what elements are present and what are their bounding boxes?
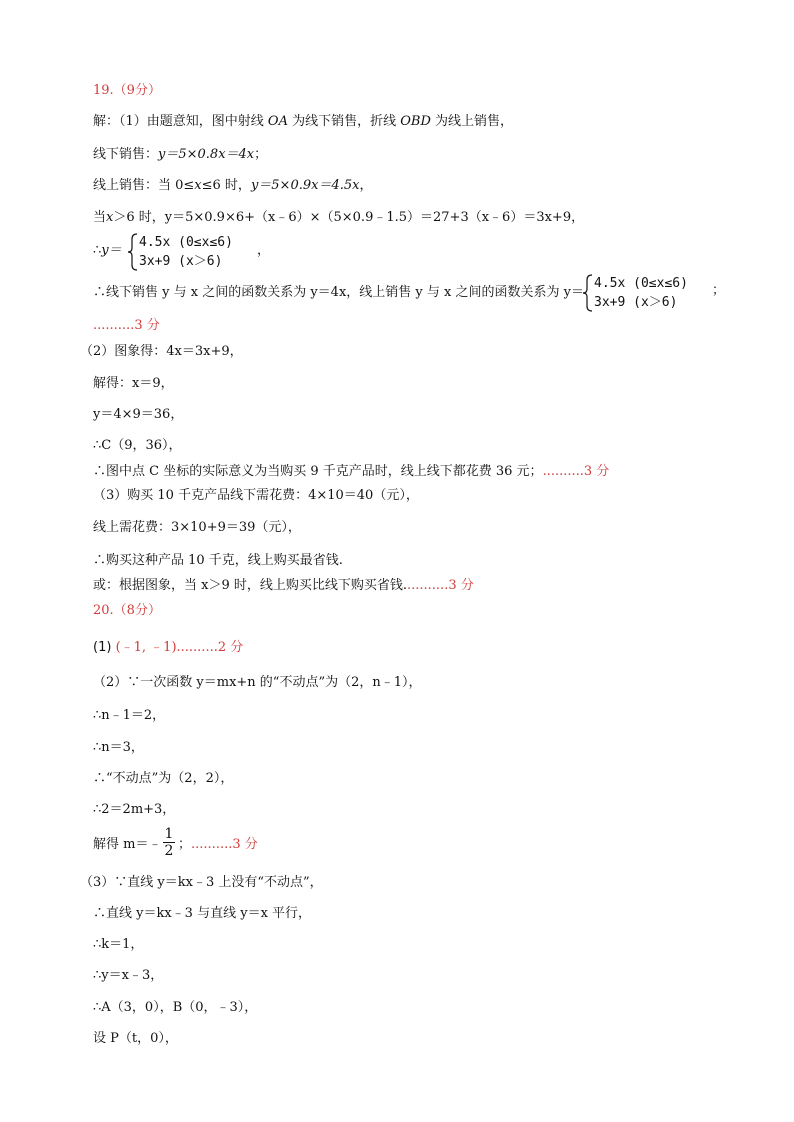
q19-part3-line1: （3）购买 10 千克产品线下需花费：4×10＝40（元），: [93, 488, 419, 503]
q19-l3-end: ，: [359, 178, 373, 193]
q20-fraction-numerator: 1: [164, 826, 174, 842]
left-brace-icon: [127, 233, 139, 271]
q19-line-offline: [93, 147, 267, 163]
left-brace-icon: [582, 274, 594, 312]
q19-l1-text-b: 为线下销售，折线: [292, 114, 397, 129]
q19-l2-formula: y＝5×0.8x＝4x: [158, 147, 255, 162]
q19-piecewise-system: [127, 233, 277, 271]
q19-l5-therefore: ∴: [93, 243, 102, 258]
q19-part3-line4: [93, 578, 474, 594]
q20-part2-line5: ∴2＝2m+3，: [93, 802, 176, 817]
q20-part2-line6-end: ；: [178, 837, 192, 852]
q19-system-row-2: 3x+9 (x＞6): [139, 254, 223, 269]
q20-score-2: ..........3 分: [191, 837, 258, 852]
q19-part2-line4: ∴C（9，36），: [93, 438, 182, 453]
q20-part3-line4: ∴y＝x﹣3，: [93, 968, 164, 983]
q19-l3-text-a: 线上销售：当 0≤: [93, 178, 195, 193]
q19-system2-row-1: 4.5x (0≤x≤6): [594, 276, 688, 291]
q20-header: 20.（8分）: [93, 603, 161, 618]
q19-line-over6: [93, 210, 584, 226]
q19-l4-text-a: 当: [93, 210, 107, 225]
q19-part3-line4-text: 或：根据图象，当 x＞9 时，线上购买比线下购买省钱.: [93, 578, 407, 593]
q19-l3-x: x: [194, 178, 202, 193]
q19-part2-line5-text: ∴图中点 C 坐标的实际意义为当购买 9 千克产品时，线上线下都花费 36 元；: [93, 464, 543, 479]
q20-part2-line4: ∴“不动点”为（2，2），: [93, 771, 234, 786]
q19-therefore-y: [93, 243, 122, 259]
q19-header: 19.（9分）: [93, 83, 161, 98]
q19-part2-line1: （2）图象得：4x＝3x+9，: [80, 344, 243, 359]
q19-l5-end: ，: [257, 243, 271, 258]
q19-l6-end: ；: [712, 283, 726, 298]
q19-l3-text-b: ≤6 时，: [201, 178, 251, 193]
q19-part2-line5: [93, 464, 609, 480]
q19-score-3: ..........3 分: [407, 578, 474, 593]
q19-l4-formula: y＝5×0.9×6+（x﹣6）×（5×0.9﹣1.5）＝27+3（x﹣6）＝3x+9: [164, 210, 572, 225]
q20-fraction: [163, 827, 175, 858]
q19-relationship-line: ∴线下销售 y 与 x 之间的函数关系为 y＝4x，线上销售 y 与 x 之间的函数关系为 y＝: [93, 285, 584, 300]
q20-part2-line1: （2）∵一次函数 y＝mx+n 的“不动点”为（2，n﹣1），: [93, 675, 422, 690]
q19-line-online: [93, 178, 372, 194]
q20-score-1: ..........2 分: [176, 640, 244, 655]
q19-l1-oa: OA: [267, 114, 288, 129]
q19-score-2: ..........3 分: [542, 464, 610, 479]
q20-part3-line2: ∴直线 y＝kx﹣3 与直线 y＝x 平行，: [93, 906, 312, 921]
q20-part3-line6: 设 P（t，0），: [93, 1031, 178, 1046]
q19-system2-row-2: 3x+9 (x＞6): [594, 295, 678, 310]
q20-part2-line6-b: [178, 837, 258, 853]
q19-l1-text-a: 解：（1）由题意知，图中射线: [93, 114, 264, 129]
q19-l2-end: ；: [254, 147, 268, 162]
q19-part2-line2: 解得：x＝9，: [93, 376, 174, 391]
q19-l2-text-a: 线下销售：: [93, 147, 159, 162]
q19-l1-obd: OBD: [400, 114, 431, 129]
q19-score-1: ..........3 分: [93, 318, 160, 333]
q19-part3-line3: ∴购买这种产品 10 千克，线上购买最省钱.: [93, 553, 343, 568]
q20-part3-line1: （3）∵直线 y＝kx﹣3 上没有“不动点”，: [80, 875, 323, 890]
q19-l4-text-b: ＞6 时，: [113, 210, 165, 225]
q19-line-intro: [93, 114, 513, 130]
q20-part1-line: [93, 640, 243, 656]
q20-part1-answer: (﹣1, ﹣1): [115, 640, 177, 655]
q19-l5-y: y＝: [101, 243, 122, 258]
q20-part2-line2: ∴n﹣1＝2，: [93, 708, 166, 723]
q19-l1-text-c: 为线上销售，: [435, 114, 514, 129]
q20-part1-label: (1): [93, 640, 112, 655]
q20-part2-line6-a: 解得 m＝﹣: [93, 837, 162, 852]
q19-l4-x: x: [106, 210, 114, 225]
q20-part3-line3: ∴k＝1，: [93, 937, 144, 952]
q20-fraction-denominator: 2: [164, 843, 174, 859]
q19-part3-line2: 线上需花费：3×10+9＝39（元），: [93, 520, 301, 535]
q19-l4-end: ，: [571, 210, 585, 225]
q20-part3-line5: ∴A（3，0），B（0，﹣3），: [93, 1000, 258, 1015]
q19-l3-formula: y＝5×0.9x＝4.5x: [250, 178, 360, 193]
q19-system-row-1: 4.5x (0≤x≤6): [139, 235, 233, 250]
q19-part2-line3: y＝4×9＝36，: [93, 407, 184, 422]
q20-part2-line3: ∴n＝3，: [93, 740, 144, 755]
q19-piecewise-system-2: [582, 274, 712, 312]
